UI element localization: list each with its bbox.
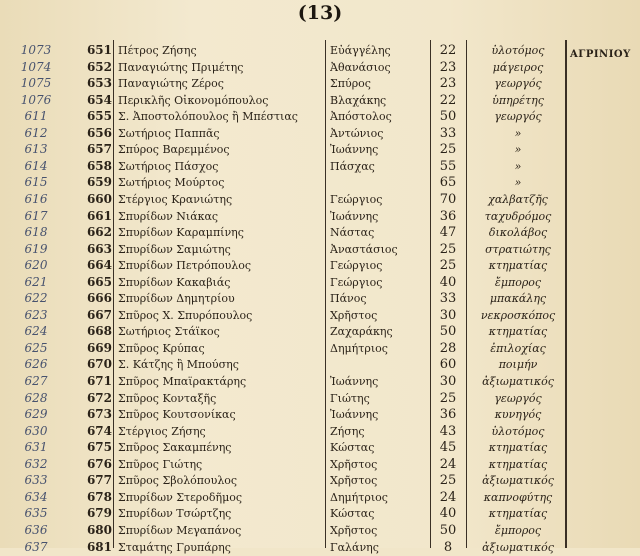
entry-number: 674: [86, 423, 112, 438]
entry-number: 677: [86, 473, 112, 488]
occupation: γεωργός: [494, 77, 542, 91]
entry-number: 676: [86, 456, 112, 471]
occupation: γεωργός: [494, 110, 542, 124]
father-name: Χρῆστος: [330, 308, 378, 322]
occupation: κυνηγός: [494, 408, 542, 422]
entry-number: 679: [86, 506, 112, 521]
entry-number: 657: [86, 142, 112, 157]
age: 25: [439, 473, 457, 489]
person-name: Σωτήριος Στάϊκος: [118, 325, 220, 339]
person-name: Σπυρίδων Τσώρτζης: [118, 507, 232, 521]
register-row: [0, 373, 640, 390]
handwritten-number: 1073: [20, 43, 52, 57]
father-name: Βλαχάκης: [330, 93, 387, 107]
register-row: [0, 439, 640, 456]
handwritten-number: 616: [24, 191, 48, 206]
occupation: μπακάλης: [489, 292, 547, 306]
register-row: [0, 539, 640, 556]
person-name: Σπυρίδων Δημητρίου: [118, 292, 235, 306]
handwritten-number: 627: [24, 374, 48, 388]
entry-number: 681: [86, 539, 112, 554]
handwritten-number: 626: [24, 357, 48, 372]
age: 50: [439, 522, 457, 538]
person-name: Σωτήριος Παππᾶς: [118, 126, 220, 140]
age: 70: [439, 191, 457, 207]
person-name: Στέργιος Ζήσης: [118, 424, 206, 438]
father-name: Δημήτριος: [330, 490, 388, 504]
age: 24: [439, 489, 457, 505]
occupation: ἀξιωματικός: [482, 540, 554, 554]
handwritten-number: 622: [24, 291, 48, 306]
handwritten-number: 632: [24, 456, 48, 471]
age: 60: [439, 357, 457, 373]
person-name: Σωτήριος Πάσχος: [118, 159, 219, 173]
person-name: Σπυρίδων Μεγαπάνος: [118, 523, 242, 537]
handwritten-number: 628: [24, 390, 48, 405]
age: 45: [439, 440, 457, 456]
entry-number: 673: [86, 407, 112, 422]
father-name: Δημήτριος: [330, 341, 388, 355]
entry-number: 680: [86, 522, 112, 537]
person-name: Σωτήριος Μούρτος: [118, 176, 225, 190]
register-row: [0, 307, 640, 324]
father-name: Χρῆστος: [330, 474, 378, 488]
handwritten-number: 1074: [20, 59, 52, 74]
occupation: »: [514, 126, 522, 140]
age: 30: [439, 307, 457, 323]
age: 24: [439, 456, 457, 472]
person-name: Σπυρίδων Σαμιώτης: [118, 242, 231, 256]
handwritten-number: 612: [24, 125, 48, 140]
handwritten-number: 618: [24, 225, 48, 240]
register-row: [0, 241, 640, 258]
occupation: κτηματίας: [488, 507, 548, 521]
handwritten-number: 635: [24, 506, 48, 521]
person-name: Πέτρος Ζήσης: [118, 44, 197, 57]
occupation: ἔμπορος: [494, 275, 542, 289]
entry-number: 658: [86, 158, 112, 173]
person-name: Σπῦρος Κρύπας: [118, 341, 205, 355]
handwritten-number: 617: [24, 208, 48, 223]
age: 55: [439, 158, 457, 174]
register-row: [0, 75, 640, 92]
age: 50: [439, 324, 457, 340]
entry-number: 666: [86, 291, 112, 306]
person-name: Παναγιώτης Πριμέτης: [118, 60, 244, 74]
person-name: Σπῦρος Σακαμπένης: [118, 441, 232, 455]
age: 8: [443, 539, 453, 555]
entry-number: 670: [86, 357, 112, 372]
register-row: [0, 108, 640, 125]
occupation: μάγειρος: [492, 60, 544, 74]
handwritten-number: 619: [24, 241, 48, 256]
register-row: [0, 356, 640, 373]
occupation: κτηματίας: [488, 457, 548, 471]
handwritten-number: 611: [24, 109, 48, 124]
person-name: Σπῦρος Κουτσονίκας: [118, 408, 236, 422]
entry-number: 667: [86, 307, 112, 322]
register-row: [0, 323, 640, 340]
register-row: [0, 290, 640, 307]
father-name: Κώστας: [330, 507, 375, 521]
person-name: Σπυρίδων Καραμπίνης: [118, 226, 244, 240]
age: 23: [439, 59, 457, 75]
person-name: Σπῦρος Χ. Σπυρόπουλος: [118, 308, 253, 322]
person-name: Σπυρίδων Κακαβιάς: [118, 275, 231, 289]
register-row: [0, 489, 640, 506]
age: 22: [439, 92, 457, 108]
father-name: Ἰωάννης: [330, 375, 379, 388]
handwritten-number: 633: [24, 473, 48, 488]
handwritten-number: 629: [24, 407, 48, 422]
age: 36: [439, 208, 457, 224]
father-name: Ἰωάννης: [330, 143, 379, 157]
age: 25: [439, 258, 457, 274]
occupation: »: [514, 176, 522, 190]
father-name: Γιώτης: [330, 391, 370, 405]
register-row: [0, 208, 640, 225]
handwritten-number: 637: [24, 539, 48, 554]
father-name: Ἰωάννης: [330, 408, 379, 422]
father-name: Ἀθανάσιος: [330, 60, 391, 74]
father-name: Ἰωάννης: [330, 209, 379, 223]
father-name: Γαλάνης: [330, 540, 379, 554]
age: 36: [439, 407, 457, 423]
entry-number: 660: [86, 191, 112, 206]
entry-number: 672: [86, 390, 112, 405]
register-row: [0, 340, 640, 357]
entry-number: 669: [86, 340, 112, 355]
person-name: Στέργιος Κρανιώτης: [118, 192, 233, 206]
occupation: ταχυδρόμος: [484, 209, 552, 223]
person-name: Περικλῆς Οἰκονομόπουλος: [118, 93, 269, 107]
person-name: Σπυρίδων Πετρόπουλος: [118, 259, 252, 273]
occupation: ἐπιλοχίας: [490, 341, 546, 355]
entry-number: 652: [86, 59, 112, 74]
handwritten-number: 623: [24, 307, 48, 322]
occupation: δικολάβος: [488, 226, 548, 240]
register-row: [0, 390, 640, 407]
register-row: [0, 141, 640, 158]
register-row: [0, 456, 640, 473]
occupation: νεκροσκόπος: [480, 308, 556, 322]
entry-number: 675: [86, 440, 112, 455]
handwritten-number: 636: [24, 522, 48, 537]
page-number: (13): [297, 2, 343, 24]
father-name: Γεώργιος: [330, 192, 383, 206]
occupation: ὑλοτόμος: [491, 424, 545, 438]
age: 25: [439, 241, 457, 257]
person-name: Σταμάτης Γρυπάρης: [118, 540, 231, 554]
handwritten-number: 1076: [20, 92, 52, 107]
entry-number: 659: [86, 175, 112, 190]
handwritten-number: 634: [24, 489, 48, 504]
register-row: [0, 274, 640, 291]
handwritten-number: 1075: [20, 76, 52, 91]
person-name: Παναγιώτης Ζέρος: [118, 77, 224, 91]
father-name: Ἀντώνιος: [330, 126, 384, 140]
handwritten-number: 614: [24, 158, 48, 173]
entry-number: 668: [86, 324, 112, 339]
register-row: [0, 191, 640, 208]
handwritten-number: 630: [24, 423, 48, 438]
entry-number: 651: [86, 43, 112, 57]
age: 25: [439, 142, 457, 158]
entry-number: 678: [86, 489, 112, 504]
father-name: Σπύρος: [330, 77, 371, 91]
register-row: [0, 92, 640, 109]
occupation: κτηματίας: [488, 441, 548, 455]
occupation: κτηματίας: [488, 259, 548, 273]
father-name: Γεώργιος: [330, 275, 383, 289]
father-name: Γεώργιος: [330, 259, 383, 273]
occupation: ἔμπορος: [494, 523, 542, 537]
entry-number: 655: [86, 109, 112, 124]
occupation: ἀξιωματικός: [482, 375, 554, 388]
person-name: Σπῦρος Μπαϊρακτάρης: [118, 375, 247, 388]
age: 30: [439, 374, 457, 389]
father-name: Ζαχαράκης: [330, 325, 393, 339]
handwritten-number: 620: [24, 258, 48, 273]
register-row: [0, 224, 640, 241]
register-row: [0, 257, 640, 274]
register-row: [0, 59, 640, 76]
handwritten-number: 625: [24, 340, 48, 355]
occupation: καπνοφύτης: [483, 490, 553, 504]
occupation: »: [514, 143, 522, 157]
occupation: κτηματίας: [488, 325, 548, 339]
age: 25: [439, 390, 457, 406]
age: 50: [439, 109, 457, 125]
occupation: στρατιώτης: [485, 242, 551, 256]
entry-number: 662: [86, 225, 112, 240]
age: 23: [439, 76, 457, 92]
person-name: Σπύρος Βαρεμμένος: [118, 143, 230, 157]
entry-number: 665: [86, 274, 112, 289]
father-name: Ζήσης: [330, 424, 365, 438]
father-name: Πάνος: [330, 292, 367, 306]
entry-number: 661: [86, 208, 112, 223]
age: 43: [439, 423, 457, 439]
register-row: [0, 125, 640, 142]
person-name: Σπῦρος Γιώτης: [118, 457, 203, 471]
entry-number: 656: [86, 125, 112, 140]
age: 33: [439, 125, 457, 141]
age: 47: [439, 225, 457, 241]
age: 22: [439, 43, 457, 58]
entry-number: 671: [86, 374, 112, 388]
handwritten-number: 631: [24, 440, 48, 455]
handwritten-number: 613: [24, 142, 48, 157]
person-name: Σπυρίδων Νιάκας: [118, 209, 219, 223]
register-row: [0, 158, 640, 175]
occupation: γεωργός: [494, 391, 542, 405]
age: 33: [439, 291, 457, 307]
register-row: [0, 522, 640, 539]
age: 65: [439, 175, 457, 191]
entry-number: 664: [86, 258, 112, 273]
entry-number: 663: [86, 241, 112, 256]
occupation: ὑλοτόμος: [491, 44, 545, 57]
handwritten-number: 624: [24, 324, 48, 339]
entry-number: 654: [86, 92, 112, 107]
father-name: Χρῆστος: [330, 523, 378, 537]
register-row: [0, 42, 640, 59]
age: 28: [439, 340, 457, 356]
register-row: [0, 472, 640, 489]
register-row: [0, 174, 640, 191]
handwritten-number: 621: [24, 274, 48, 289]
occupation: ὑπηρέτης: [492, 93, 544, 107]
occupation: »: [514, 159, 522, 173]
occupation: ποιμήν: [498, 358, 538, 372]
father-name: Ἀναστάσιος: [330, 242, 398, 256]
father-name: Χρῆστος: [330, 457, 378, 471]
person-name: Σ. Ἀποστολόπουλος ἢ Μπέστιας: [118, 110, 298, 124]
father-name: Κώστας: [330, 441, 375, 455]
person-name: Σπῦρος Σβολόπουλος: [118, 474, 238, 488]
father-name: Ἀπόστολος: [330, 110, 392, 124]
person-name: Σπῦρος Κονταξῆς: [118, 391, 217, 405]
register-row: [0, 423, 640, 440]
age: 40: [439, 506, 457, 522]
entry-number: 653: [86, 76, 112, 91]
father-name: Πάσχας: [330, 159, 375, 173]
handwritten-number: 615: [24, 175, 48, 190]
place-label: ΑΓΡΙΝΙΟΥ: [570, 49, 631, 60]
occupation: χαλβατζῆς: [488, 192, 548, 206]
person-name: Σπυρίδων Στεροδῆμος: [118, 490, 243, 504]
register-row: [0, 406, 640, 423]
occupation: ἀξιωματικός: [482, 474, 554, 488]
age: 40: [439, 274, 457, 290]
register-row: [0, 505, 640, 522]
person-name: Σ. Κάτζης ἢ Μπούσης: [118, 358, 239, 372]
father-name: Εὐάγγέλης: [330, 44, 391, 57]
father-name: Νάστας: [330, 226, 375, 240]
